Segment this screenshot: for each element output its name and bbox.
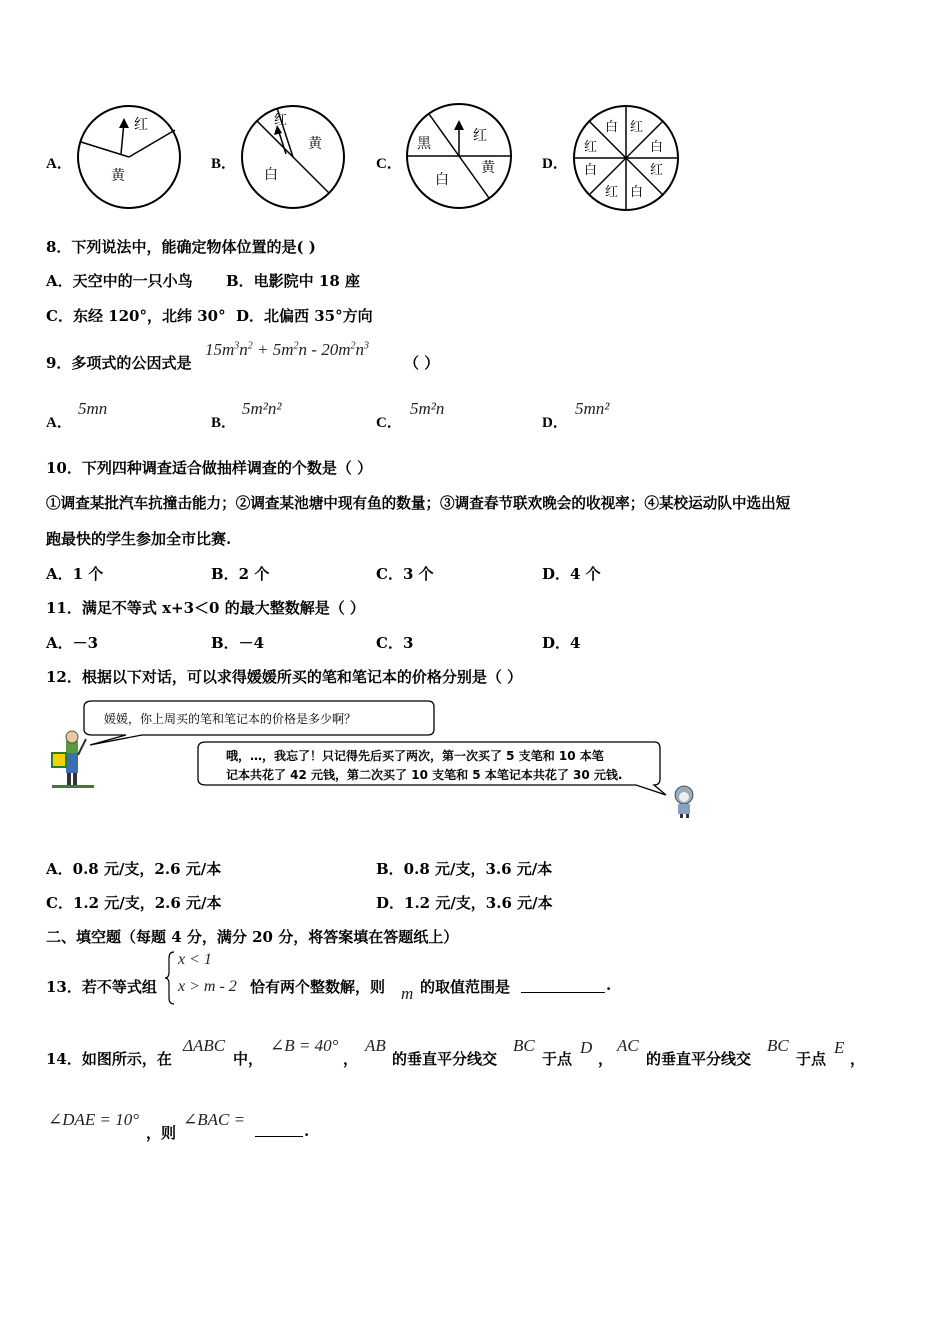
q12-bubble-1-text: 媛媛，你上周买的笔和笔记本的价格是多少啊？: [104, 712, 357, 726]
girl-figure: [675, 786, 693, 818]
q10-option-c: C．3 个: [376, 565, 434, 583]
q9-option-a-label: A．: [46, 415, 72, 431]
q12-option-a: A．0.8 元/支，2.6 元/本: [46, 860, 222, 878]
q9-polynomial: $15m^3n^2 + 5m^2n - 20m^2n^3$: [205, 340, 369, 359]
q10-option-a: A．1 个: [46, 565, 104, 583]
q7-option-c-label: C．: [376, 156, 402, 172]
q7d-sector-3: 红: [650, 163, 664, 178]
q9-option-a-expr: 5mn: [78, 399, 108, 418]
q7d-sector-7: 红: [584, 140, 598, 155]
q9-stem: 9．多项式的公因式是: [46, 354, 192, 372]
q13-answer-blank[interactable]: [521, 976, 605, 993]
q7c-red: 红: [473, 128, 487, 144]
q7-spinner-a: [76, 104, 182, 210]
q14-segment-ab: AB: [365, 1036, 386, 1055]
q13-end: .: [606, 976, 612, 994]
q13-tail-text: 的取值范围是: [420, 978, 511, 996]
q9-option-b-expr: 5m²n²: [242, 399, 282, 418]
q14-text-8: 于点: [796, 1050, 827, 1068]
q13-brace: [164, 950, 176, 1006]
q14-segment-bc-1: BC: [513, 1036, 535, 1055]
q14-segment-ac: AC: [617, 1036, 639, 1055]
q10-option-d: D．4 个: [542, 565, 601, 583]
q9-option-b-label: B．: [211, 415, 237, 431]
q8-stem: 8．下列说法中，能确定物体位置的是( ): [46, 238, 316, 256]
q14-text-2: 中，: [233, 1050, 264, 1068]
section-2-heading: 二、填空题（每题 4 分，满分 20 分，将答案填在答题纸上）: [46, 928, 459, 946]
q14-answer-blank[interactable]: [255, 1120, 303, 1137]
q7d-sector-6: 白: [584, 163, 598, 178]
q12-stem: 12．根据以下对话，可以求得媛媛所买的笔和笔记本的价格分别是（ ）: [46, 668, 523, 686]
q13-inequality-2: x > m - 2: [178, 978, 237, 995]
q12-option-c: C．1.2 元/支，2.6 元/本: [46, 894, 222, 912]
q7c-white: 白: [435, 172, 449, 188]
q14-end: .: [304, 1122, 310, 1140]
q14-text-9: ，: [850, 1050, 866, 1068]
q14-text-6: ，: [598, 1050, 614, 1068]
boy-figure: [52, 731, 94, 788]
q7d-sector-0: 白: [605, 120, 619, 135]
q12-option-d: D．1.2 元/支，3.6 元/本: [376, 894, 553, 912]
q10-option-b: B．2 个: [211, 565, 270, 583]
q13-mid-text: 恰有两个整数解，则: [250, 978, 386, 996]
q10-stem: 10．下列四种调查适合做抽样调查的个数是（ ）: [46, 459, 373, 477]
q14-text-10: ，则: [146, 1124, 177, 1142]
q7-option-d-label: D．: [542, 156, 568, 172]
q11-option-c: C．3: [376, 634, 414, 652]
q7d-sector-5: 红: [605, 185, 619, 200]
q11-option-a: A．－3: [46, 634, 99, 652]
q13-inequality-1: x < 1: [178, 951, 212, 968]
q9-option-d-label: D．: [542, 415, 568, 431]
q10-line-1: ①调查某批汽车抗撞击能力；②调查某池塘中现有鱼的数量；③调查春节联欢晚会的收视率；④某校运动队中选出短: [46, 495, 791, 512]
q7-option-a-label: A．: [46, 156, 72, 172]
q9-answer-paren: （ ）: [404, 354, 440, 372]
q13-stem: 13．若不等式组: [46, 978, 157, 996]
q11-option-d: D．4: [542, 634, 581, 652]
q11-option-b: B．－4: [211, 634, 265, 652]
q7b-white: 白: [264, 167, 278, 183]
q14-text-5: 于点: [542, 1050, 573, 1068]
q9-option-c-expr: 5m²n: [410, 399, 445, 418]
q7-option-b-label: B．: [211, 156, 237, 172]
q7-spinner-b: [240, 104, 346, 210]
q12-bubble-2-line-2: 记本共花了 42 元钱，第二次买了 10 支笔和 5 本笔记本共花了 30 元钱.: [226, 768, 623, 782]
q14-text-1: 14．如图所示，在: [46, 1050, 172, 1068]
q8-option-d: D．北偏西 35°方向: [236, 307, 373, 325]
q13-var-m: m: [401, 984, 414, 1003]
q7d-sector-1: 红: [630, 120, 644, 135]
q14-text-4: 的垂直平分线交: [392, 1050, 498, 1068]
q10-line-2: 跑最快的学生参加全市比赛.: [46, 530, 232, 548]
q7a-red: 红: [134, 117, 148, 133]
q7d-sector-4: 白: [630, 185, 644, 200]
q14-angle-dae: ∠DAE = 10°: [48, 1110, 140, 1129]
q7b-yellow: 黄: [308, 136, 322, 152]
q7c-yellow: 黄: [481, 160, 495, 176]
q14-point-e: E: [834, 1038, 845, 1057]
q14-point-d: D: [580, 1038, 593, 1057]
q14-angle-bac: ∠BAC =: [183, 1110, 246, 1129]
q7b-red: 红: [274, 113, 288, 128]
q8-option-b: B．电影院中 18 座: [226, 272, 360, 290]
q7a-yellow: 黄: [111, 168, 125, 184]
q7-spinner-c: [405, 102, 513, 210]
q11-stem: 11．满足不等式 x+3＜0 的最大整数解是（ ）: [46, 599, 365, 617]
q12-option-b: B．0.8 元/支，3.6 元/本: [376, 860, 553, 878]
q8-option-c: C．东经 120°，北纬 30°: [46, 307, 226, 325]
q12-bubble-2-line-1: 哦，…，我忘了！只记得先后买了两次，第一次买了 5 支笔和 10 本笔: [226, 749, 604, 763]
q7-spinner-d: [572, 104, 680, 212]
q14-text-3: ，: [343, 1050, 359, 1068]
q7c-black: 黑: [417, 136, 431, 152]
q14-text-7: 的垂直平分线交: [646, 1050, 752, 1068]
q8-option-a: A．天空中的一只小鸟: [46, 272, 193, 290]
q14-segment-bc-2: BC: [767, 1036, 789, 1055]
q7d-sector-2: 白: [650, 140, 664, 155]
q9-option-d-expr: 5mn²: [575, 399, 610, 418]
q14-triangle-abc: ΔABC: [183, 1036, 226, 1055]
q14-angle-b: ∠B = 40°: [270, 1036, 339, 1055]
q9-option-c-label: C．: [376, 415, 402, 431]
